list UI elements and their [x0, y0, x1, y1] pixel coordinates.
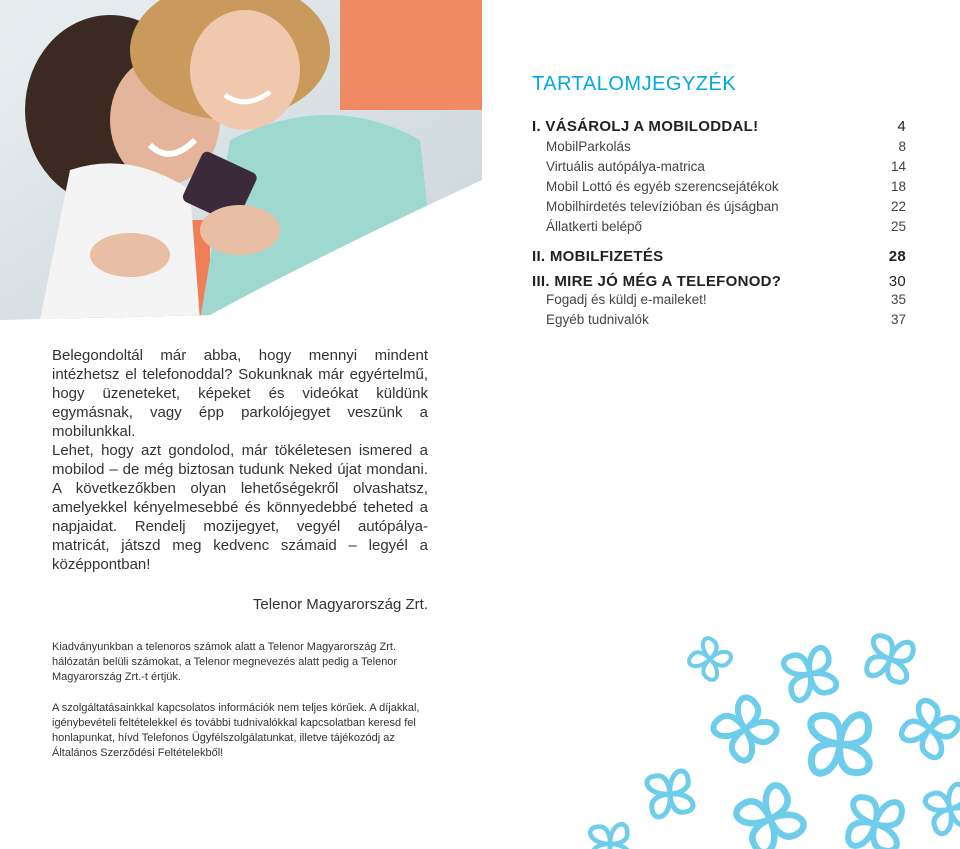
- toc-item[interactable]: [532, 197, 906, 217]
- toc-item[interactable]: [532, 217, 906, 237]
- toc-item[interactable]: [532, 290, 906, 310]
- toc-item-label: Fogadj és küldj e-maileket!: [546, 292, 707, 307]
- toc-section-page: 30: [888, 273, 906, 290]
- toc-section-label: II. MOBILFIZETÉS: [532, 248, 664, 265]
- toc-section-3[interactable]: [532, 273, 906, 290]
- hero-photo: [0, 0, 482, 320]
- signature: Telenor Magyarország Zrt.: [252, 596, 428, 613]
- toc-item-page: 37: [890, 312, 906, 327]
- intro-text-1: Belegondoltál már abba, hogy mennyi mindent intézhetsz el telefonoddal? Sokunknak már egyértelmű, hogy üzeneteket, képeket és videókat küldünk egymásnak, vagy épp parkolójegyet veszünk a mobilunkkal.: [52, 347, 428, 440]
- toc-section-page: 28: [888, 248, 906, 265]
- toc-section-label: I. VÁSÁROLJ A MOBILODDAL!: [532, 118, 759, 135]
- toc-item-label: Virtuális autópálya-matrica: [546, 159, 705, 174]
- fine-print-text-1: Kiadványunkban a telenoros számok alatt a Telenor Magyarország Zrt. hálózatán belüli számokat, a Telenor megnevezés alatt pedig a Telenor Magyarország Zrt.-t értjük.: [52, 641, 398, 683]
- toc-item-page: 25: [890, 219, 906, 234]
- toc-item[interactable]: [532, 177, 906, 197]
- toc-item[interactable]: [532, 310, 906, 330]
- toc-section-label: III. MIRE JÓ MÉG A TELEFONOD?: [532, 273, 782, 290]
- toc-section-2[interactable]: [532, 248, 906, 265]
- fine-print-text-2: A szolgáltatásainkkal kapcsolatos információk nem teljes körűek. A díjakkal, igénybevételi feltételekkel és további tudnivalókkal kapcsolatban keresd fel honlapunkat, hívd Telefonos Ügyfélszolgálatunkat, illetve tájékozódj az Általános Szerződési Feltételekből!: [52, 702, 420, 759]
- toc-item-page: 8: [898, 139, 906, 154]
- toc-item-page: 18: [890, 179, 906, 194]
- fine-print-1: [52, 640, 430, 685]
- toc-section-page: 4: [897, 118, 906, 135]
- toc-title: TARTALOMJEGYZÉK: [532, 73, 737, 95]
- intro-paragraph-1: [52, 346, 428, 441]
- toc-item-label: Mobil Lottó és egyéb szerencsejátékok: [546, 179, 779, 194]
- toc-item-page: 35: [890, 292, 906, 307]
- toc-item-page: 22: [890, 199, 906, 214]
- toc-item[interactable]: [532, 137, 906, 157]
- toc-item-page: 14: [890, 159, 906, 174]
- table-of-contents: [532, 73, 906, 330]
- toc-item-label: Egyéb tudnivalók: [546, 312, 649, 327]
- fine-print-2: [52, 701, 430, 761]
- toc-item-label: MobilParkolás: [546, 139, 631, 154]
- toc-section-1[interactable]: [532, 118, 906, 137]
- intro-text-2: Lehet, hogy azt gondolod, már tökéletesen ismered a mobilod – de még biztosan tudunk Neked újat mondani. A következőkben olyan lehetőségekről olvashatsz, amelyekkel kényelmesebbé és könnyedebbé teheted a napjaidat. Rendelj mozijegyet, vegyél autópálya-matricát, játszd meg kedvenc számaid – legyél a középpontban!: [52, 442, 428, 573]
- toc-item-label: Állatkerti belépő: [546, 219, 643, 234]
- photo-illustration: [0, 0, 482, 320]
- toc-item-label: Mobilhirdetés televízióban és újságban: [546, 199, 779, 214]
- decorative-pattern: [530, 619, 960, 849]
- decorative-swirl-graphic: [530, 619, 960, 849]
- intro-paragraph-2: [52, 441, 428, 574]
- toc-item[interactable]: [532, 157, 906, 177]
